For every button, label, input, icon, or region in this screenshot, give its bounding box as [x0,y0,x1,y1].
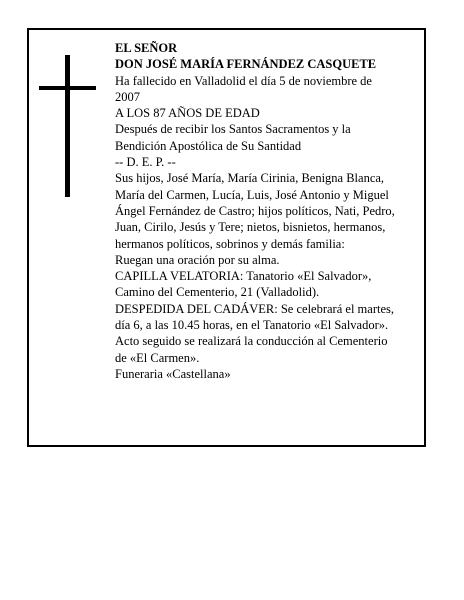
age-line: A LOS 87 AÑOS DE EDAD [115,106,260,121]
family-line-4: Juan, Cirilo, Jesús y Tere; nietos, bisnietos, hermanos, [115,220,386,235]
funeral-home: Funeraria «Castellana» [115,366,231,381]
family-line-5: hermanos políticos, sobrinos y demás familia: [115,236,345,251]
procession-line-2: de «El Carmen». [115,350,200,365]
cross-horizontal-bar [39,86,96,90]
wake-line-1: CAPILLA VELATORIA: Tanatorio «El Salvador», [115,269,372,284]
death-line-2: 2007 [115,89,140,104]
rip-line: -- D. E. P. -- [115,155,176,170]
prayer-line: Ruegan una oración por su alma. [115,252,280,267]
deceased-name: DON JOSÉ MARÍA FERNÁNDEZ CASQUETE [115,57,377,72]
death-line-1: Ha fallecido en Valladolid el día 5 de noviembre de [115,73,372,88]
obituary-notice [27,28,426,447]
farewell-line-2: día 6, a las 10.45 horas, en el Tanatorio «El Salvador». [115,318,389,333]
wake-line-2: Camino del Cementerio, 21 (Valladolid). [115,285,320,300]
notice-text [115,40,413,382]
sacraments-line-2: Bendición Apostólica de Su Santidad [115,138,302,153]
family-line-3: Ángel Fernández de Castro; hijos políticos, Nati, Pedro, [115,203,395,218]
family-line-2: María del Carmen, Lucía, Luis, José Antonio y Miguel [115,187,389,202]
procession-line-1: Acto seguido se realizará la conducción al Cementerio [115,334,388,349]
farewell-line-1: DESPEDIDA DEL CADÁVER: Se celebrará el martes, [115,301,394,316]
cross-vertical-bar [65,55,70,197]
honorific: EL SEÑOR [115,41,178,55]
family-line-1: Sus hijos, José María, María Cirinia, Benigna Blanca, [115,171,385,186]
sacraments-line-1: Después de recibir los Santos Sacramentos y la [115,122,351,137]
